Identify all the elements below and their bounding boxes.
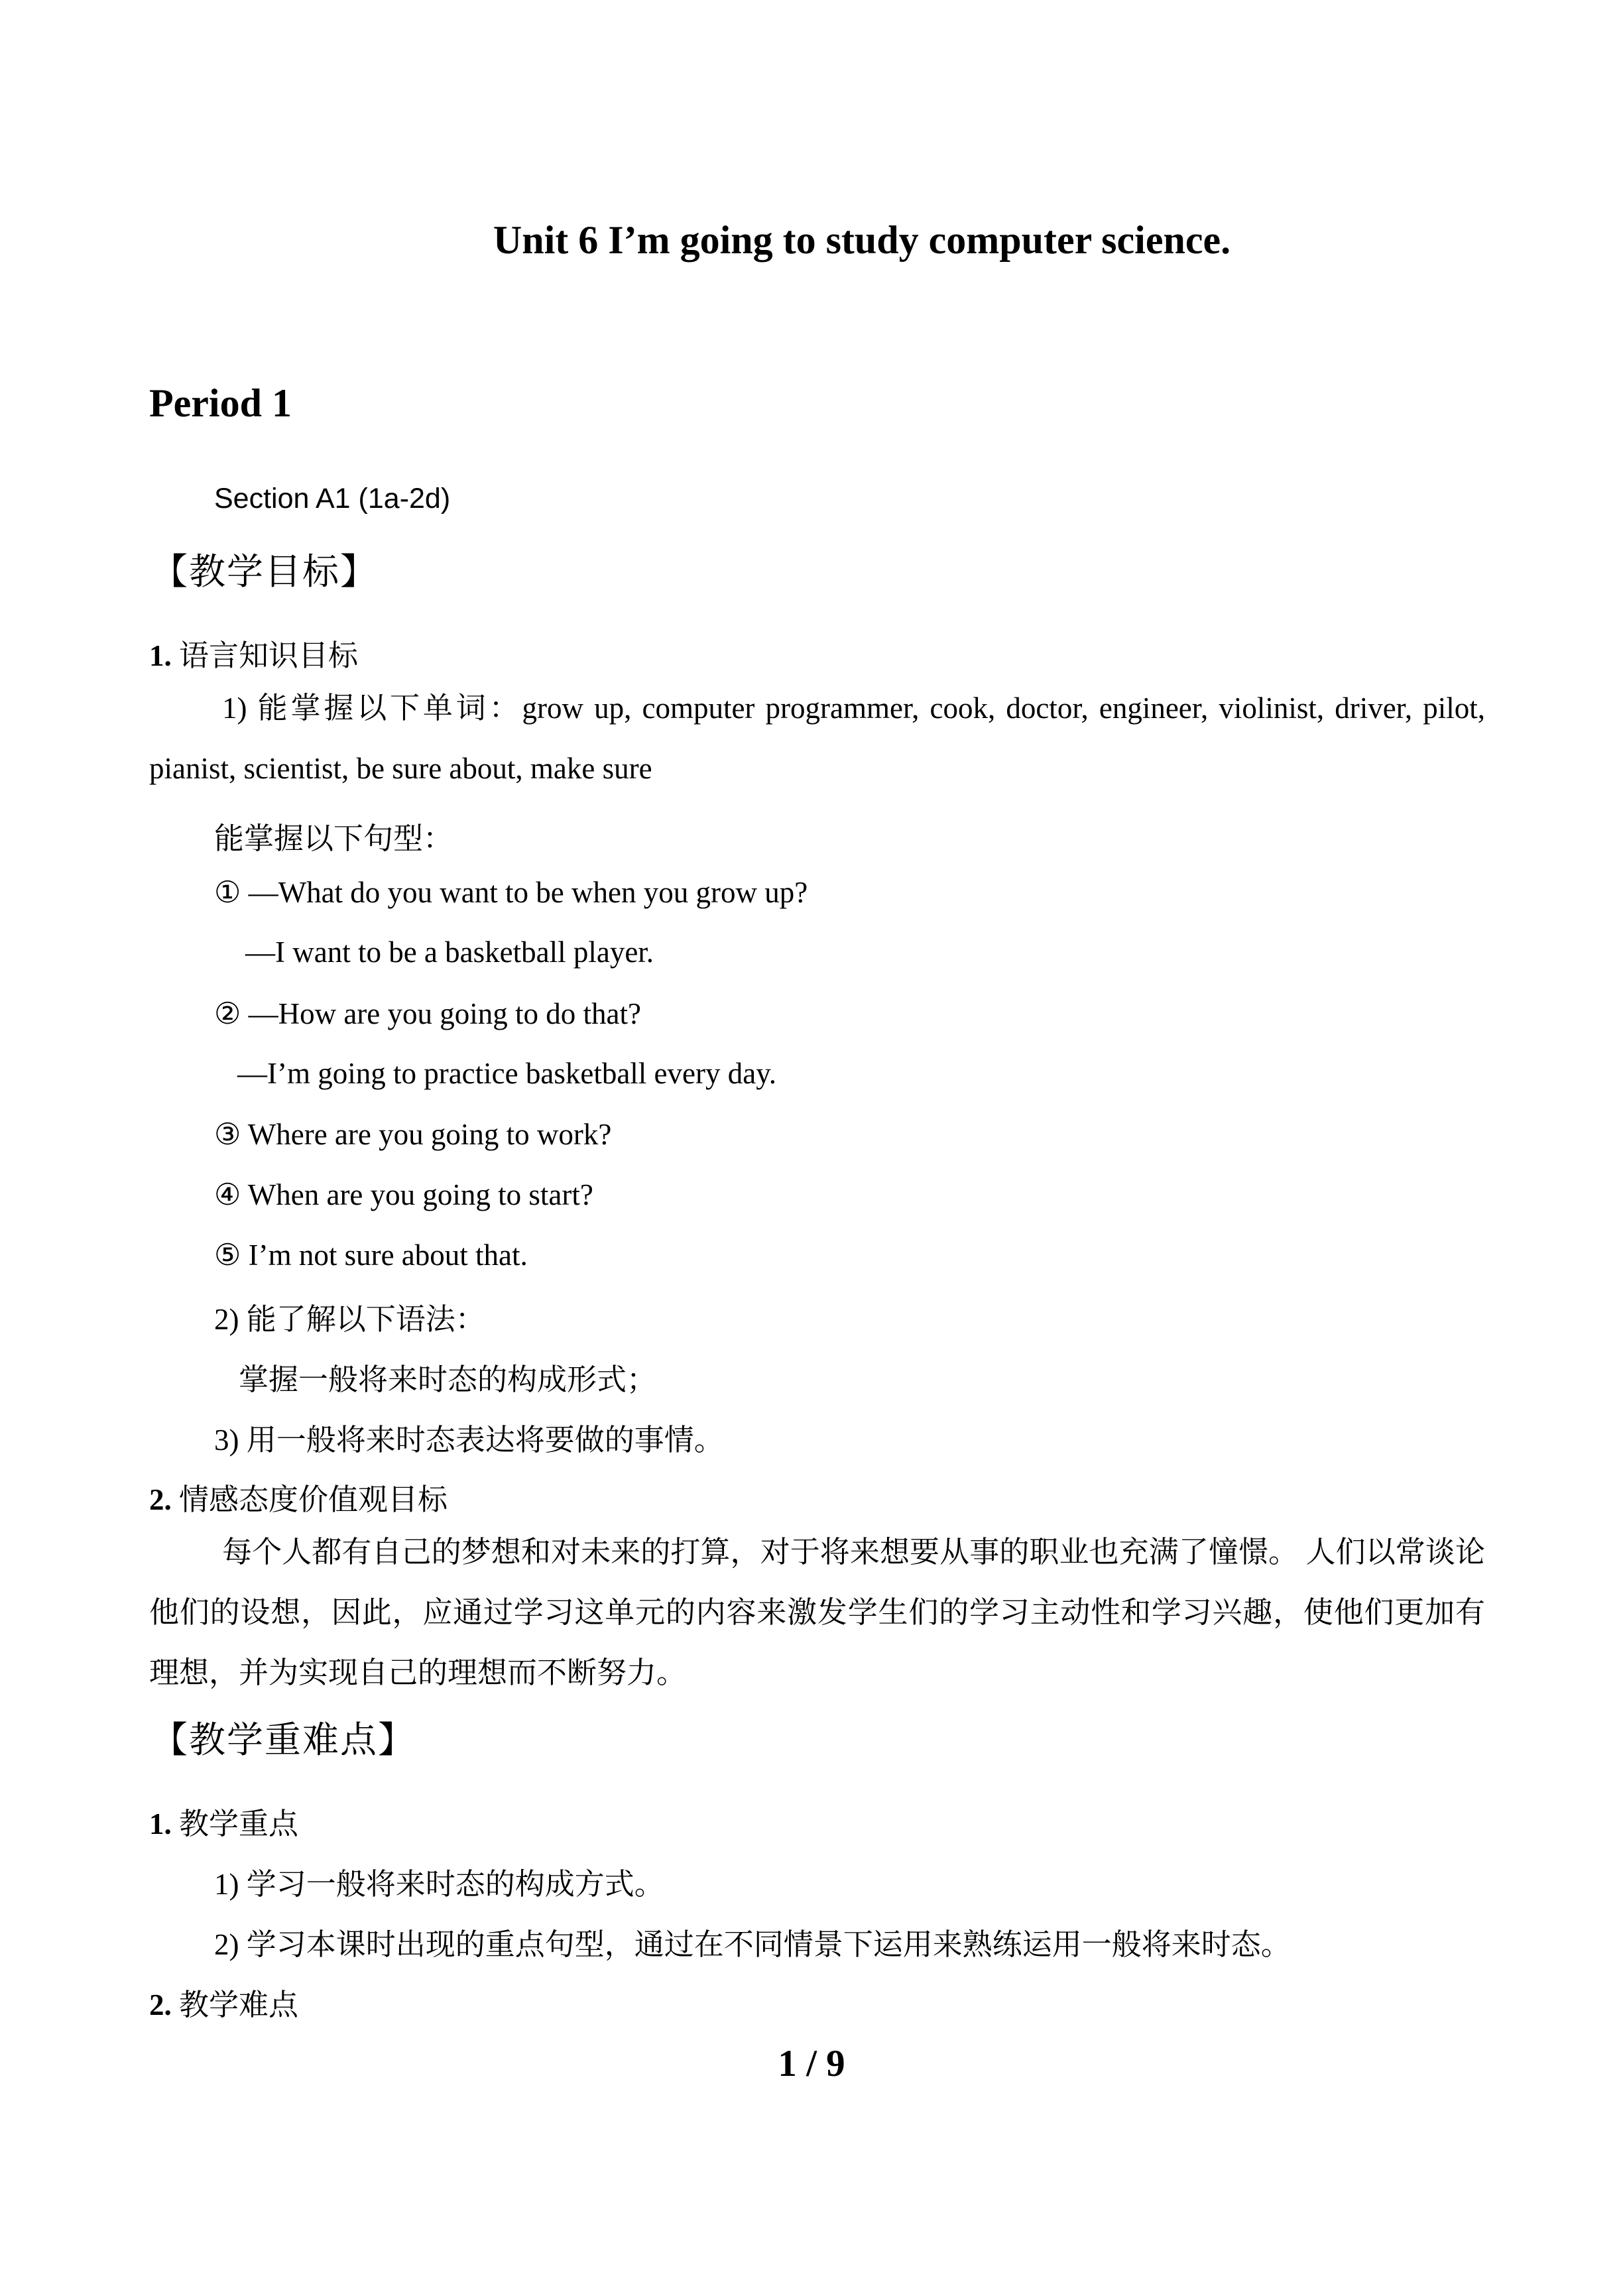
sentence-4: ④ When are you going to start? [214,1178,593,1211]
page-number: 1 / 9 [778,2043,845,2085]
goal-1-label: 语言知识目标 [179,639,359,672]
period-heading: Period 1 [149,381,292,425]
sentence-2-question: ② —How are you going to do that? [214,997,641,1030]
goal-1-number: 1. [149,639,172,672]
goal-2-label: 情感态度价值观目标 [179,1483,448,1516]
difficult-points-number: 2. [149,1988,172,2022]
key-points-heading [149,1799,298,1843]
document-title: Unit 6 I’m going to study computer science. [493,218,1231,262]
sentence-1-answer: —I want to be a basketball player. [245,936,654,969]
sentence-2-answer: —I’m going to practice basketball every day. [237,1057,777,1090]
key-point-2: 2) 学习本课时出现的重点句型，通过在不同情景下运用来熟练运用一般将来时态。 [214,1928,1291,1961]
section-label: Section A1 (1a-2d) [214,483,451,514]
item-3: 3) 用一般将来时态表达将要做的事情。 [214,1423,724,1457]
patterns-label: 能掌握以下句型： [214,822,453,855]
vocabulary-paragraph: 1) 能掌握以下单词：grow up, computer programmer, cook, doctor, engineer, violinist, driver, pilot, pianist, scientist, be sure about, make sure [149,692,1485,785]
key-points-number: 1. [149,1807,172,1841]
goal-1-heading [149,631,358,674]
difficult-points-heading [149,1980,298,2024]
key-difficult-points-heading: 【教学重难点】 [151,1719,416,1761]
sentence-1-question: ① —What do you want to be when you grow up? [214,876,808,909]
key-points-label: 教学重点 [179,1807,299,1841]
grammar-label: 2) 能了解以下语法： [214,1303,485,1336]
grammar-item: 掌握一般将来时态的构成形式； [239,1363,657,1396]
emotion-paragraph: 每个人都有自己的梦想和对未来的打算，对于将来想要从事的职业也充满了憧憬。 人们以常谈论他们的设想，因此，应通过学习这单元的内容来激发学生们的学习主动性和学习兴趣，使他们更加有理想，并为实现自己的理想而不断努力。 [149,1536,1485,1689]
teaching-goals-heading: 【教学目标】 [151,550,379,593]
sentence-5: ⑤ I’m not sure about that. [214,1239,528,1272]
difficult-points-label: 教学难点 [179,1988,299,2022]
sentence-3: ③ Where are you going to work? [214,1118,612,1151]
goal-2-heading [149,1475,448,1518]
goal-2-number: 2. [149,1483,172,1516]
key-point-1: 1) 学习一般将来时态的构成方式。 [214,1868,664,1901]
